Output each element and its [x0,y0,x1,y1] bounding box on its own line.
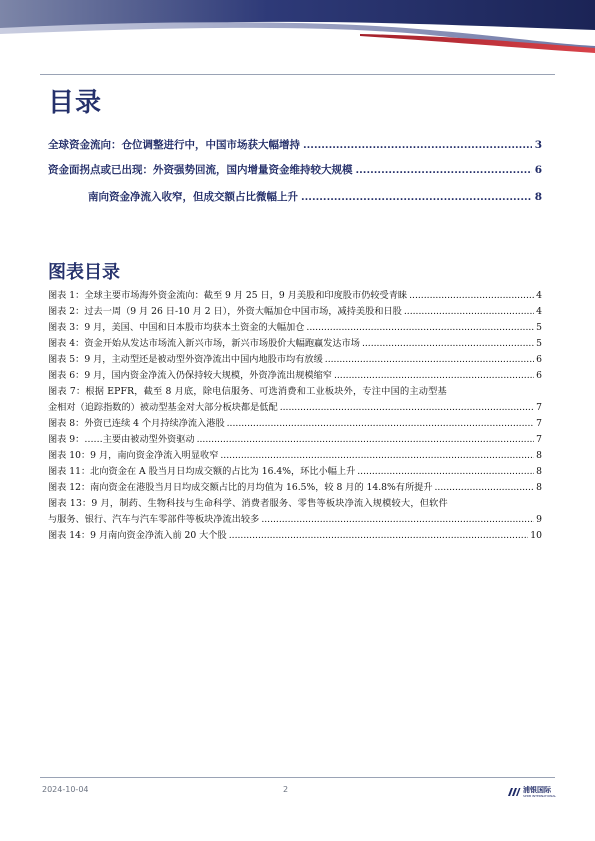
header-divider [40,74,555,75]
figure-entry-page: 9 [536,514,542,525]
company-logo [507,782,557,802]
leader-dots [409,288,534,304]
figure-entry[interactable] [48,336,542,352]
leader-dots [356,164,532,176]
figure-entry-text: 图表 4：资金开始从发达市场流入新兴市场，新兴市场股价大幅跑赢发达市场 [48,338,360,349]
figure-entry[interactable] [48,352,542,368]
figure-entry[interactable] [48,448,542,464]
figure-entry[interactable] [48,432,542,448]
figure-entry[interactable] [48,288,542,304]
leader-dots [301,191,532,203]
figures-title: 图表目录 [48,262,120,283]
figures-list [48,288,542,544]
header-graphic [0,0,595,62]
leader-dots [227,416,535,432]
toc-item-page: 6 [534,164,542,176]
leader-dots [435,480,535,496]
leader-dots [220,448,534,464]
figure-entry-text: 图表 11：北向资金在 A 股当月日均成交额的占比为 16.4%，环比小幅上升 [48,466,356,477]
toc-title: 目录 [48,88,103,118]
figure-entry-text: 图表 10：9 月，南向资金净流入明显收窄 [48,450,219,461]
figure-entry[interactable] [48,384,542,416]
leader-dots [334,368,534,384]
leader-dots [325,352,534,368]
figure-entry-page: 7 [536,418,542,429]
figure-entry-page: 10 [530,530,542,541]
figure-entry-text: 图表 8：外资已连续 4 个月持续净流入港股 [48,418,225,429]
figure-entry-page: 8 [536,482,542,493]
figure-entry-page: 5 [536,322,542,333]
figure-entry-text: 图表 9：……主要由被动型外资驱动 [48,434,195,445]
figure-entry-text-cont: 金相对（追踪指数的）被动型基金对大部分板块都是低配 [48,402,278,413]
leader-dots [303,139,532,151]
footer-date: 2024-10-04 [42,785,89,794]
figure-entry-text: 图表 14：9 月南向资金净流入前 20 大个股 [48,530,227,541]
toc-item-page: 8 [534,191,542,203]
figure-entry-text: 图表 12：南向资金在港股当月日均成交额占比的月均值为 16.5%，较 8 月的 14.8%有所提升 [48,482,433,493]
toc-item-text: 全球资金流向：仓位调整进行中，中国市场获大幅增持 [48,139,300,151]
logo-text-cn: 浦银国际 [523,786,551,794]
figure-entry-page: 4 [536,290,542,301]
figure-entry[interactable] [48,304,542,320]
figure-entry-text: 图表 3：9 月，美国、中国和日本股市均获本土资金的大幅加仓 [48,322,305,333]
leader-dots [197,432,535,448]
figure-entry-page: 7 [536,402,542,413]
logo-text-en: SPDB INTERNATIONAL [523,794,557,798]
figure-entry[interactable] [48,528,542,544]
figure-entry[interactable] [48,416,542,432]
toc-item[interactable] [48,137,542,155]
leader-dots [357,464,534,480]
figure-entry-text: 图表 1：全球主要市场海外资金流向：截至 9 月 25 日，9 月美股和印度股市仍较受青睐 [48,290,408,301]
figure-entry-page: 8 [536,450,542,461]
footer-page-number: 2 [283,785,289,794]
toc-item-text: 资金面拐点或已出现：外资强势回流，国内增量资金维持较大规模 [48,164,353,176]
footer-divider [40,777,555,778]
figure-entry-page: 5 [536,338,542,349]
figure-entry-text: 图表 5：9 月，主动型还是被动型外资净流出中国内地股市均有放缓 [48,354,323,365]
logo-mark-icon [507,785,521,799]
figure-entry[interactable] [48,320,542,336]
figure-entry-text-cont: 与服务、银行、汽车与汽车零部件等板块净流出较多 [48,514,260,525]
figure-entry-page: 6 [536,354,542,365]
figure-entry-page: 7 [536,434,542,445]
figure-entry[interactable] [48,496,542,528]
toc-item[interactable] [48,162,542,180]
figure-entry[interactable] [48,464,542,480]
figure-entry-page: 6 [536,370,542,381]
figure-entry-text: 图表 7：根据 EPFR，截至 8 月底，除电信服务、可选消费和工业板块外，专注中国的主动型基 [48,386,447,397]
figure-entry[interactable] [48,480,542,496]
leader-dots [280,400,534,416]
figure-entry-text: 图表 6：9 月，国内资金净流入仍保持较大规模，外资净流出规模缩窄 [48,370,332,381]
toc-item-text: 南向资金净流入收窄，但成交额占比微幅上升 [88,191,298,203]
header-banner [0,0,595,62]
figure-entry-text: 图表 2：过去一周（9 月 26 日-10 月 2 日），外资大幅加仓中国市场，减持美股和日股 [48,306,402,317]
figure-entry-text: 图表 13：9 月，制药、生物科技与生命科学、消费者服务、零售等板块净流入规模较大，但软件 [48,498,448,509]
leader-dots [362,336,534,352]
figure-entry[interactable] [48,368,542,384]
figure-entry-page: 8 [536,466,542,477]
toc-item[interactable] [88,189,542,207]
leader-dots [261,512,534,528]
leader-dots [306,320,534,336]
leader-dots [229,528,529,544]
figure-entry-page: 4 [536,306,542,317]
toc-item-page: 3 [534,139,542,151]
leader-dots [404,304,534,320]
